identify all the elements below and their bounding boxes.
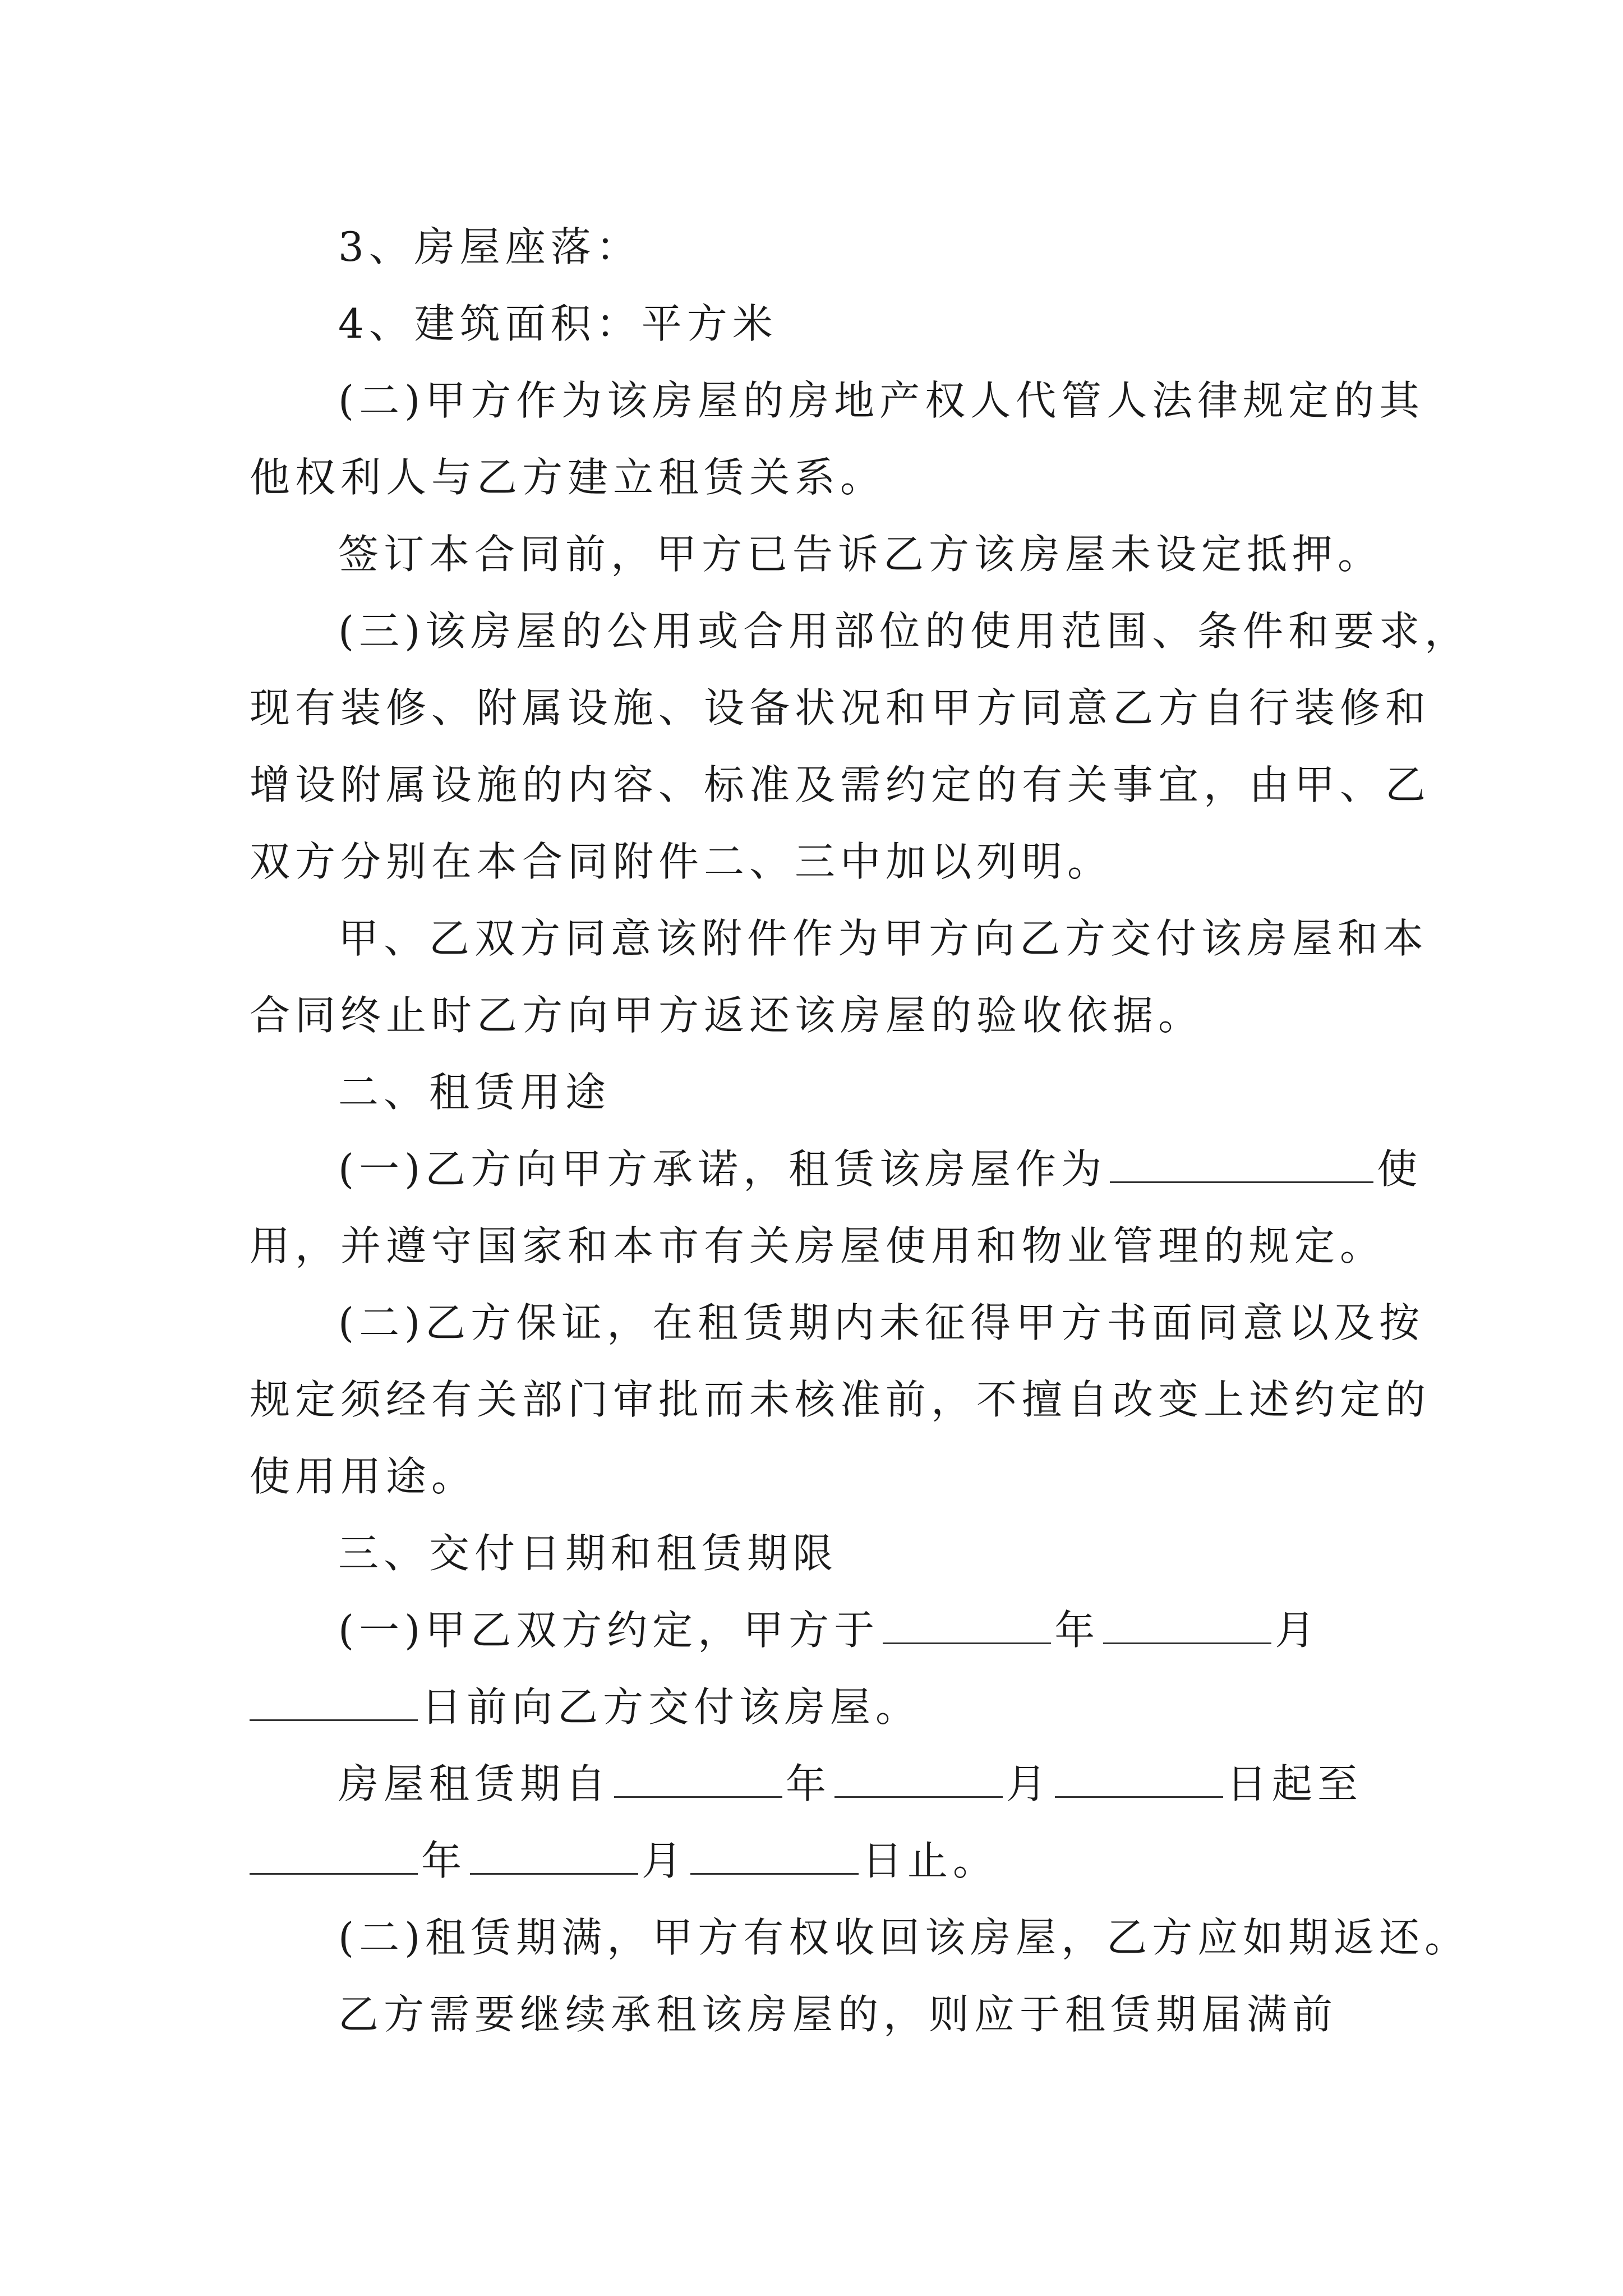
paragraph-purpose-guarantee [250, 1285, 1425, 1361]
text-line: (二)租赁期满，甲方有权收回该房屋，乙方应如期返还。 [338, 1914, 1470, 1961]
fill-blank-end-day[interactable] [690, 1841, 859, 1875]
text-line: (二)乙方保证，在租赁期内未征得甲方书面同意以及按 [338, 1299, 1425, 1346]
paragraph-common-areas [250, 593, 1470, 670]
text-line: 日前向乙方交付该房屋。 [421, 1683, 921, 1731]
text-line: 规定须经有关部门审批而未核准前，不擅自改变上述约定的 [250, 1376, 1431, 1423]
fill-blank-end-month[interactable] [470, 1841, 638, 1875]
text-month: 月 [642, 1837, 688, 1884]
text-month: 月 [1006, 1760, 1052, 1807]
section-title: 三、交付日期和租赁期限 [338, 1530, 838, 1577]
text-line: 甲、乙双方同意该附件作为甲方向乙方交付该房屋和本 [338, 915, 1429, 962]
paragraph-mortgage [250, 516, 1382, 593]
text-line: (二)甲方作为该房屋的房地产权人代管人法律规定的其 [338, 377, 1425, 424]
paragraph-relationship [250, 362, 1425, 439]
fill-blank-delivery-day[interactable] [250, 1687, 418, 1721]
text-line: (三)该房屋的公用或合用部位的使用范围、条件和要求， [338, 608, 1470, 655]
paragraph-renewal [250, 1976, 1382, 2053]
text-year: 年 [1054, 1607, 1100, 1654]
paragraph-purpose-guarantee-cont [250, 1361, 1431, 1438]
paragraph-common-areas-cont [250, 747, 1431, 823]
paragraph-common-areas-cont [250, 670, 1431, 747]
fill-blank-start-year[interactable] [614, 1764, 782, 1798]
paragraph-purpose-promise [250, 1131, 1423, 1208]
text-year: 年 [786, 1760, 832, 1807]
text-line: (一)甲乙双方约定，甲方于 [338, 1607, 880, 1654]
text-line: 日起至 [1227, 1760, 1363, 1807]
text-year: 年 [421, 1837, 467, 1884]
section-title: 二、租赁用途 [338, 1069, 611, 1116]
text-line: 签订本合同前，甲方已告诉乙方该房屋未设定抵押。 [338, 531, 1384, 578]
text-line: 合同终止时乙方向甲方返还该房屋的验收依据。 [250, 992, 1204, 1039]
paragraph-common-areas-cont [250, 823, 1382, 900]
text-line: 他权利人与乙方建立租赁关系。 [250, 454, 886, 501]
fill-blank-purpose[interactable] [1110, 1149, 1373, 1183]
text-line: 双方分别在本合同附件二、三中加以列明。 [250, 838, 1113, 885]
paragraph-location [250, 209, 1382, 286]
paragraph-relationship-cont [250, 439, 1382, 516]
text-line: 房屋租赁期自 [338, 1760, 611, 1807]
fill-blank-delivery-year[interactable] [883, 1610, 1051, 1644]
section-heading-purpose [250, 1054, 1382, 1131]
text-line: 用，并遵守国家和本市有关房屋使用和物业管理的规定。 [250, 1222, 1386, 1269]
text-line: 增设附属设施的内容、标准及需约定的有关事宜，由甲、乙 [250, 761, 1431, 808]
paragraph-lease-period-cont [250, 1823, 1382, 1899]
text-line: (一)乙方向甲方承诺，租赁该房屋作为 [338, 1145, 1107, 1193]
paragraph-attachment-cont [250, 977, 1382, 1054]
fill-blank-end-year[interactable] [250, 1841, 418, 1875]
paragraph-attachment [250, 900, 1429, 977]
document-body [250, 209, 1470, 2053]
paragraph-area [250, 286, 1382, 362]
text-location: 3、房屋座落： [338, 223, 642, 270]
text-line: 使 [1377, 1145, 1423, 1193]
section-heading-term [250, 1515, 1382, 1592]
text-line: 现有装修、附属设施、设备状况和甲方同意乙方自行装修和 [250, 684, 1431, 731]
fill-blank-delivery-month[interactable] [1103, 1610, 1271, 1644]
text-area: 4、建筑面积：平方米 [338, 300, 778, 347]
paragraph-purpose-guarantee-cont [250, 1438, 1382, 1515]
paragraph-lease-period [250, 1746, 1382, 1823]
paragraph-lease-expiry [250, 1899, 1470, 1976]
text-line: 乙方需要继续承租该房屋的，则应于租赁期届满前 [338, 1991, 1338, 2038]
paragraph-delivery-date-cont [250, 1669, 1382, 1746]
paragraph-delivery-date [250, 1592, 1382, 1669]
text-line: 日止。 [862, 1837, 999, 1884]
fill-blank-start-day[interactable] [1055, 1764, 1223, 1798]
fill-blank-start-month[interactable] [834, 1764, 1003, 1798]
text-month: 月 [1275, 1607, 1321, 1654]
paragraph-purpose-promise-cont [250, 1208, 1386, 1285]
text-line: 使用用途。 [250, 1453, 477, 1500]
